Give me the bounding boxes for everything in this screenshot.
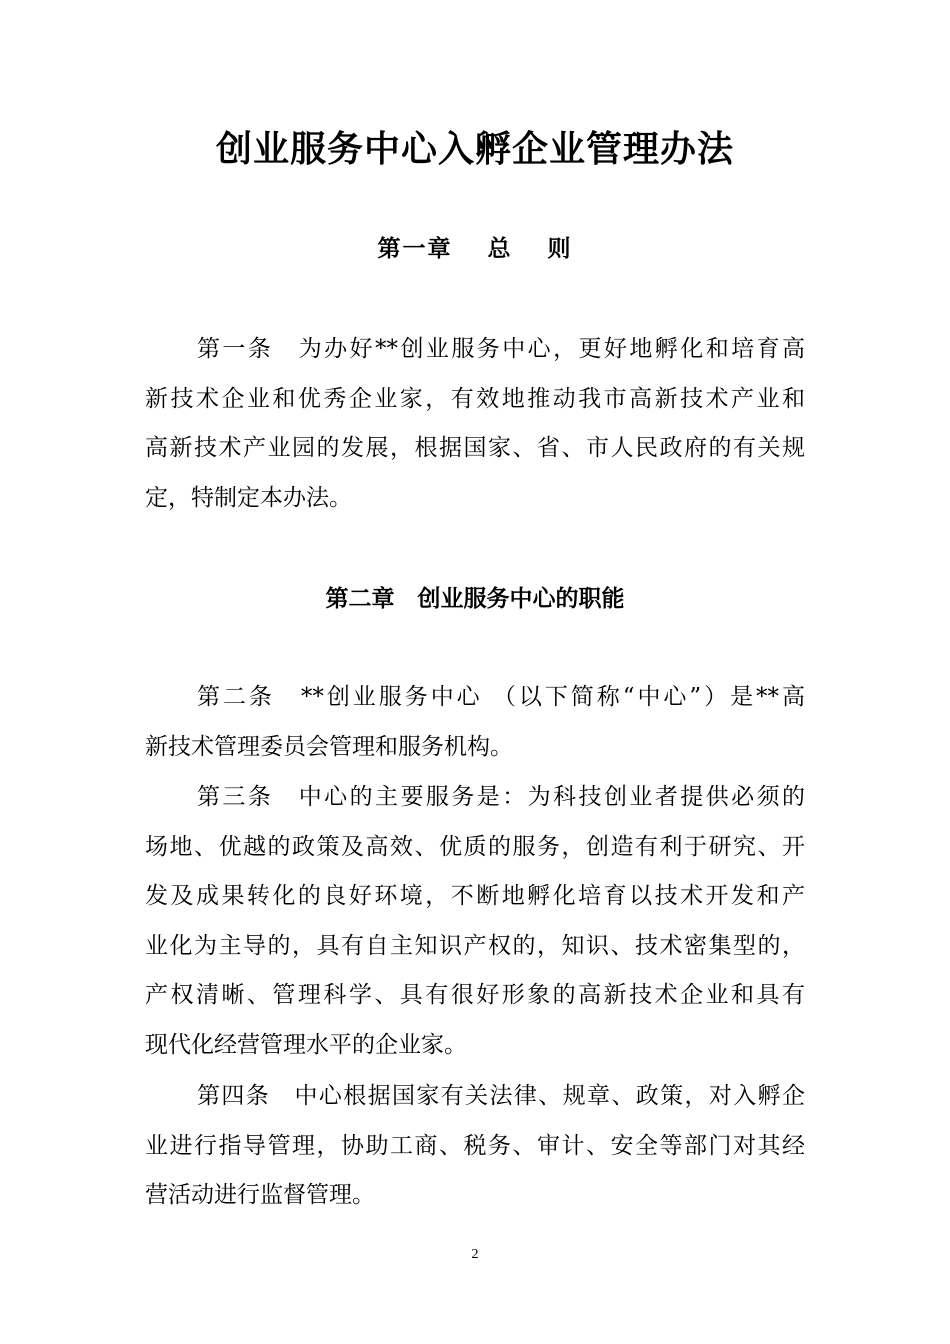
- article-line: 第三条 中心的主要服务是：为科技创业者提供必须的: [197, 784, 805, 810]
- article-line: 发及成果转化的良好环境，不断地孵化培育以技术开发和产: [145, 883, 805, 909]
- article-line: 第二条 **创业服务中心 （以下简称“中心”）是**高: [197, 684, 805, 710]
- article-2: [145, 673, 805, 772]
- article-line: 业进行指导管理，协助工商、税务、审计、安全等部门对其经: [145, 1132, 805, 1159]
- chapter-heading-1: 第一章 总 则: [377, 236, 573, 262]
- page-number: 2: [471, 1247, 479, 1262]
- article-1: [145, 325, 805, 523]
- chapter-heading-2: 第二章 创业服务中心的职能: [325, 586, 625, 612]
- article-line: 高新技术产业园的发展，根据国家、省、市人民政府的有关规: [145, 435, 805, 461]
- article-line: 新技术管理委员会管理和服务机构。: [145, 733, 513, 760]
- article-line: 现代化经营管理水平的企业家。: [145, 1031, 467, 1058]
- article-line: 场地、优越的政策及高效、优质的服务，创造有利于研究、开: [145, 833, 805, 860]
- article-3: [145, 773, 805, 1070]
- document-title: 创业服务中心入孵企业管理办法: [215, 129, 734, 170]
- article-line: 新技术企业和优秀企业家，有效地推动我市高新技术产业和: [145, 385, 805, 412]
- article-line: 业化为主导的，具有自主知识产权的，知识、技术密集型的，: [145, 932, 805, 959]
- article-line: 营活动进行监督管理。: [145, 1182, 375, 1208]
- article-line: 定，特制定本办法。: [145, 484, 352, 511]
- article-4: [145, 1072, 805, 1221]
- article-line: 产权清晰、管理科学、具有很好形象的高新技术企业和具有: [145, 982, 805, 1008]
- article-line: 第一条 为办好**创业服务中心，更好地孵化和培育高: [197, 336, 805, 362]
- article-line: 第四条 中心根据国家有关法律、规章、政策，对入孵企: [197, 1083, 805, 1109]
